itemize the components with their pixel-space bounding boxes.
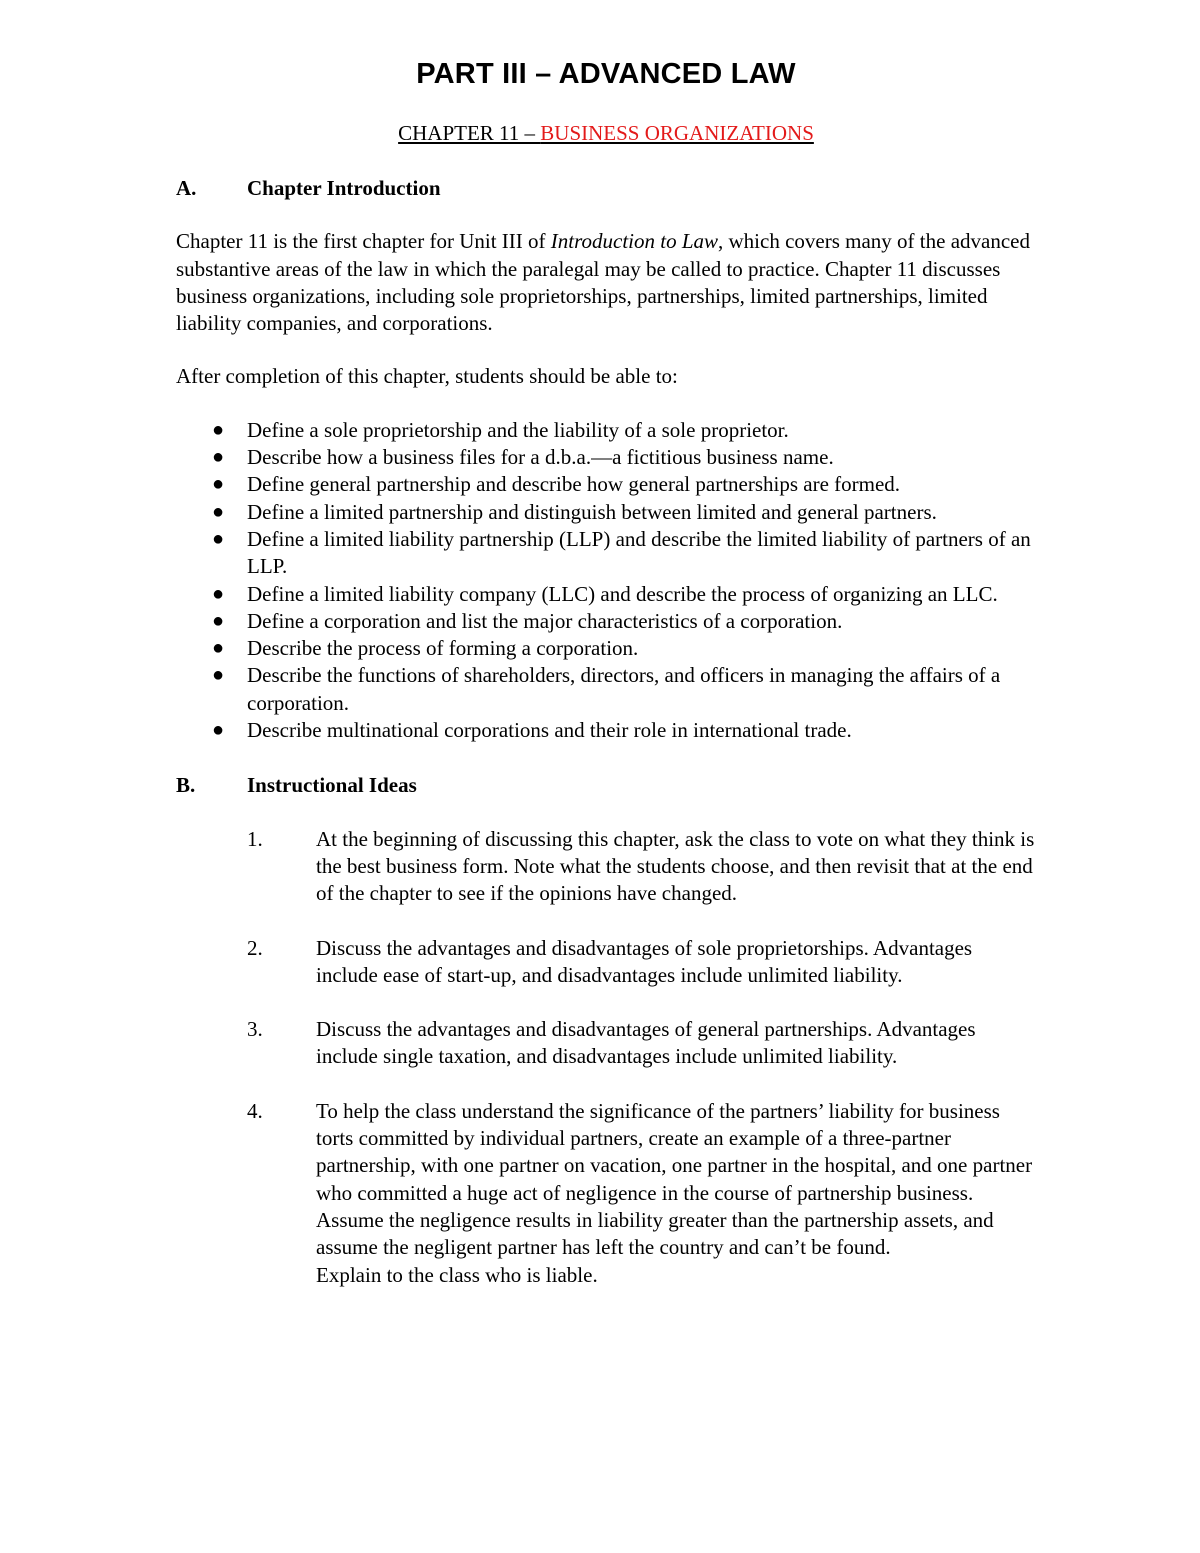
document-page bbox=[176, 56, 1036, 1316]
objective-text: Describe how a business files for a d.b.a.—a fictitious business name. bbox=[247, 445, 834, 470]
objective-text: Define a sole proprietorship and the liability of a sole proprietor. bbox=[247, 417, 789, 442]
chapter-name: BUSINESS ORGANIZATIONS bbox=[540, 121, 814, 145]
objective-item bbox=[176, 608, 1036, 635]
idea-number: 4. bbox=[247, 1098, 263, 1123]
bullet-icon: ● bbox=[212, 446, 225, 469]
idea-text: To help the class understand the significance of the partners’ liability for business torts committed by individual partners, create an example of a three-partner partnership, with one partner on vacation, one partner in the hospital, and one partner who committed a huge act of negligence in the course of partnership business. Assume the negligence results in liability greater than the partnership assets, and assume the negligent partner has left the country and can’t be found. bbox=[316, 1098, 1033, 1260]
idea-item bbox=[176, 1016, 1036, 1071]
section-b-title: Instructional Ideas bbox=[247, 773, 417, 798]
objective-item bbox=[176, 662, 1036, 717]
objective-text: Define a limited partnership and distinguish between limited and general partners. bbox=[247, 499, 937, 524]
idea-number: 2. bbox=[247, 935, 263, 960]
idea-item bbox=[176, 935, 1036, 990]
bullet-icon: ● bbox=[212, 637, 225, 660]
objective-text: Define a limited liability company (LLC) and describe the process of organizing an LLC. bbox=[247, 581, 998, 606]
objectives-list bbox=[176, 417, 1036, 745]
objective-item bbox=[176, 499, 1036, 526]
bullet-icon: ● bbox=[212, 609, 225, 632]
objective-item bbox=[176, 471, 1036, 498]
objective-item bbox=[176, 581, 1036, 608]
book-title: Introduction to Law bbox=[550, 229, 719, 254]
bullet-icon: ● bbox=[212, 664, 225, 687]
objective-text: Describe the process of forming a corporation. bbox=[247, 636, 639, 661]
objective-item bbox=[176, 717, 1036, 744]
objective-item bbox=[176, 417, 1036, 444]
idea-number: 3. bbox=[247, 1017, 263, 1042]
objective-text: Define a limited liability partnership (LLP) and describe the limited liability of partners of an LLP. bbox=[247, 526, 1031, 579]
bullet-icon: ● bbox=[212, 527, 225, 550]
idea-item bbox=[176, 826, 1036, 908]
part-title: PART III – ADVANCED LAW bbox=[416, 58, 796, 90]
chapter-intro-paragraph bbox=[176, 228, 1036, 337]
objective-text: Describe multinational corporations and their role in international trade. bbox=[247, 718, 852, 743]
idea-item bbox=[176, 1098, 1036, 1289]
idea-text: Discuss the advantages and disadvantages of sole proprietorships. Advantages include ease of start-up, and disadvantages include unlimited liability. bbox=[316, 935, 973, 987]
objective-text: Define general partnership and describe how general partnerships are formed. bbox=[247, 472, 901, 497]
objective-item bbox=[176, 444, 1036, 471]
objective-item bbox=[176, 526, 1036, 581]
section-a-heading bbox=[176, 175, 1036, 202]
intro-text-start: Chapter 11 is the first chapter for Unit III of bbox=[176, 229, 551, 254]
idea-text: At the beginning of discussing this chapter, ask the class to vote on what they think is the best business form. Note what the students choose, and then revisit that at the end of the chapter to see if the opinions have changed. bbox=[316, 826, 1035, 906]
idea-extra-text: Explain to the class who is liable. bbox=[316, 1262, 598, 1287]
bullet-icon: ● bbox=[212, 582, 225, 605]
chapter-title bbox=[176, 120, 1036, 147]
section-b-heading bbox=[176, 772, 1036, 799]
objectives-lead-in: After completion of this chapter, students should be able to: bbox=[176, 364, 678, 389]
chapter-number: CHAPTER 11 – bbox=[398, 121, 541, 145]
idea-text: Discuss the advantages and disadvantages of general partnerships. Advantages include single taxation, and disadvantages include unlimited liability. bbox=[316, 1017, 976, 1069]
section-a-title: Chapter Introduction bbox=[247, 176, 441, 200]
bullet-icon: ● bbox=[212, 473, 225, 496]
idea-number: 1. bbox=[247, 826, 263, 851]
objective-text: Define a corporation and list the major characteristics of a corporation. bbox=[247, 608, 843, 633]
bullet-icon: ● bbox=[212, 500, 225, 523]
intro-text-end: , which covers many of the advanced substantive areas of the law in which the paralegal may be called to practice. Chapter 11 discusses business organizations, including sole proprietorships, partnerships, limited partnerships, limited liability companies, and corporations. bbox=[176, 229, 1030, 336]
bullet-icon: ● bbox=[212, 418, 225, 441]
objective-text: Describe the functions of shareholders, directors, and officers in managing the affairs of a corporation. bbox=[247, 663, 1001, 715]
bullet-icon: ● bbox=[212, 719, 225, 742]
objective-item bbox=[176, 635, 1036, 662]
instructional-ideas-list bbox=[176, 826, 1036, 1289]
section-a-letter: A. bbox=[176, 176, 197, 200]
section-b-letter: B. bbox=[176, 773, 196, 798]
